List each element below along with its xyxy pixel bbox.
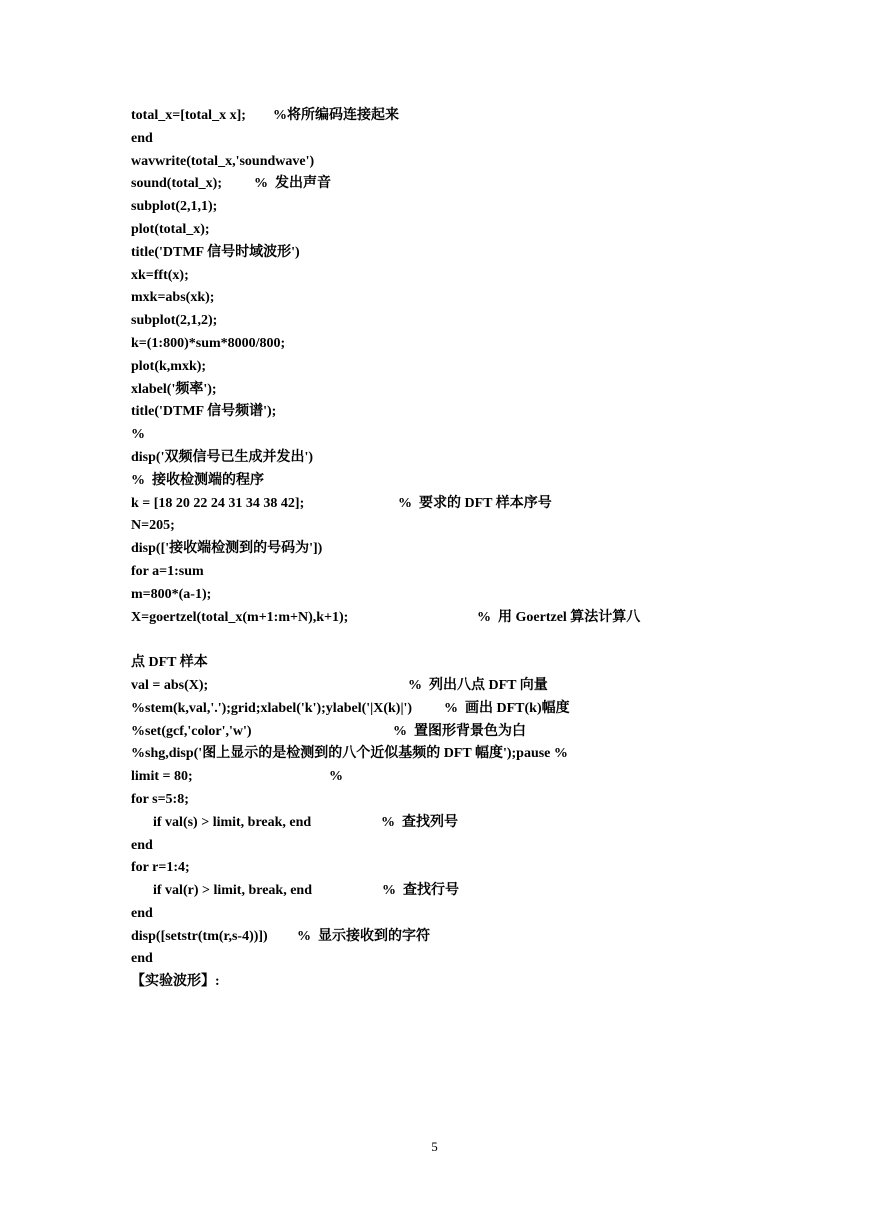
code-text: % 接收检测端的程序 (131, 472, 264, 488)
code-text: mxk=abs(xk); (131, 290, 215, 306)
code-line (131, 242, 771, 265)
code-line (131, 561, 771, 584)
code-comment: % 查找列号 (381, 814, 458, 830)
experiment-waveform-heading: 【实验波形】: (131, 974, 220, 990)
code-line (131, 151, 771, 174)
code-text: total_x=[total_x x]; (131, 108, 246, 123)
code-line (131, 287, 771, 310)
code-text: subplot(2,1,2); (131, 313, 218, 329)
code-line (131, 401, 771, 424)
code-comment: %将所编码连接起来 (273, 108, 399, 123)
code-text: X=goertzel(total_x(m+1:m+N),k+1); (131, 609, 349, 625)
code-text: k = [18 20 22 24 31 34 38 42]; (131, 495, 305, 511)
code-line (131, 173, 771, 196)
code-comment: % 发出声音 (254, 176, 331, 192)
code-line (131, 652, 771, 675)
code-text: disp([setstr(tm(r,s-4))]) (131, 928, 268, 944)
code-text: 点 DFT 样本 (131, 655, 208, 671)
code-text: disp('双频信号已生成并发出') (131, 449, 314, 465)
code-comment: % 用 Goertzel 算法计算八 (477, 609, 641, 625)
code-text: for a=1:sum (131, 563, 204, 579)
code-comment: % 列出八点 DFT 向量 (408, 677, 548, 693)
code-text: for s=5:8; (131, 791, 189, 807)
code-line (131, 743, 771, 766)
code-text: % (131, 427, 145, 443)
code-line (131, 470, 771, 493)
code-text: wavwrite(total_x,'soundwave') (131, 153, 315, 169)
code-line (131, 493, 771, 516)
code-text: sound(total_x); (131, 176, 223, 192)
code-text: k=(1:800)*sum*8000/800; (131, 335, 286, 351)
code-text: plot(k,mxk); (131, 358, 207, 374)
code-line (131, 926, 771, 949)
code-line (131, 766, 771, 789)
code-text: %stem(k,val,'.');grid;xlabel('k');ylabel('|X(k)|') (131, 700, 413, 716)
code-text: end (131, 905, 153, 921)
code-line (131, 698, 771, 721)
code-text: end (131, 837, 153, 853)
code-text: N=205; (131, 518, 175, 534)
code-text: title('DTMF 信号频谱'); (131, 404, 277, 420)
code-line (131, 789, 771, 812)
section-heading (131, 971, 771, 994)
code-line (131, 447, 771, 470)
code-line (131, 219, 771, 242)
code-text: subplot(2,1,1); (131, 199, 218, 215)
code-line (131, 948, 771, 971)
code-line (131, 424, 771, 447)
code-text: title('DTMF 信号时域波形') (131, 244, 300, 260)
code-comment: % 查找行号 (382, 883, 459, 899)
code-line (131, 721, 771, 744)
code-text: xk=fft(x); (131, 267, 189, 283)
code-line (131, 379, 771, 402)
code-line (131, 903, 771, 926)
code-line (131, 515, 771, 538)
code-line (131, 538, 771, 561)
code-text: if val(r) > limit, break, end (153, 883, 312, 899)
code-text: end (131, 130, 153, 146)
code-line (131, 812, 771, 835)
code-line (131, 196, 771, 219)
code-line (131, 105, 771, 128)
code-text: end (131, 951, 153, 967)
code-line (131, 880, 771, 903)
code-line (131, 857, 771, 880)
code-text: limit = 80; (131, 769, 193, 785)
code-line (131, 835, 771, 858)
page-number: 5 (431, 1139, 438, 1154)
code-text: %shg,disp('图上显示的是检测到的八个近似基频的 DFT 幅度');pause % (131, 746, 568, 762)
code-line (131, 675, 771, 698)
code-text: val = abs(X); (131, 677, 209, 693)
code-text: plot(total_x); (131, 221, 210, 237)
code-text: xlabel('频率'); (131, 381, 217, 397)
code-line (131, 584, 771, 607)
code-line (131, 128, 771, 151)
code-text: m=800*(a-1); (131, 586, 212, 602)
code-line (131, 310, 771, 333)
code-text: disp(['接收端检测到的号码为']) (131, 541, 323, 557)
code-text: %set(gcf,'color','w') (131, 723, 252, 739)
code-comment: % 置图形背景色为白 (393, 723, 526, 739)
code-line (131, 265, 771, 288)
code-comment: % 显示接收到的字符 (297, 928, 430, 944)
code-comment: % 画出 DFT(k)幅度 (444, 700, 570, 716)
code-comment: % 要求的 DFT 样本序号 (398, 495, 552, 511)
code-comment: % (329, 769, 343, 785)
code-line (131, 333, 771, 356)
code-text: if val(s) > limit, break, end (153, 814, 312, 830)
code-line (131, 356, 771, 379)
code-line (131, 607, 771, 630)
code-text: for r=1:4; (131, 860, 190, 876)
blank-line (131, 629, 771, 652)
matlab-code-listing (131, 105, 771, 994)
